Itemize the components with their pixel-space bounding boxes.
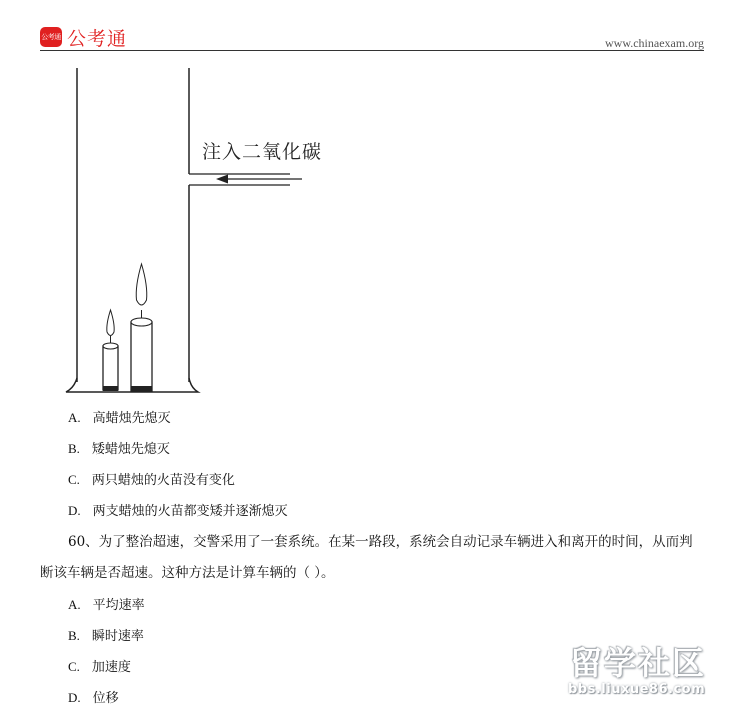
q59-option-b[interactable]: B. 矮蜡烛先熄灭 [68, 441, 170, 457]
site-url: www.chinaexam.org [605, 36, 704, 50]
tall-candle-flame [136, 264, 147, 305]
header-divider [40, 50, 704, 51]
tall-candle-top [131, 318, 152, 326]
watermark-subtitle: bbs.liuxue86.com [568, 682, 706, 697]
q59-option-d[interactable]: D. 两支蜡烛的火苗都变矮并逐渐熄灭 [68, 503, 288, 519]
q60-option-c[interactable]: C. 加速度 [68, 659, 131, 675]
q59-option-a[interactable]: A. 高蜡烛先熄灭 [68, 410, 171, 426]
q59-option-c[interactable]: C. 两只蜡烛的火苗没有变化 [68, 472, 235, 488]
q60-option-a[interactable]: A. 平均速率 [68, 597, 145, 613]
tall-candle-base [131, 386, 152, 391]
short-candle [103, 346, 118, 390]
q60-option-b[interactable]: B. 瞬时速率 [68, 628, 144, 644]
co2-label: 注入二氧化碳 [202, 141, 323, 163]
q60-option-d[interactable]: D. 位移 [68, 690, 119, 706]
logo-text: 公考通 [67, 28, 128, 50]
q60-stem-line1: 60、为了整治超速，交警采用了一套系统。在某一路段，系统会自动记录车辆进入和离开的时间，从而判 [68, 534, 693, 550]
page-header [0, 0, 732, 52]
short-candle-flame [107, 310, 114, 336]
tall-candle [131, 322, 152, 391]
logo-badge: 公考通 [40, 27, 62, 47]
short-candle-top [103, 343, 118, 349]
watermark-title: 留学社区 [570, 644, 707, 682]
inlet-arrow-head [216, 175, 228, 184]
candle-experiment-figure [0, 52, 732, 402]
q60-stem-line2: 断该车辆是否超速。这种方法是计算车辆的（ ）。 [40, 565, 335, 581]
watermark [562, 634, 722, 706]
short-candle-base [103, 386, 118, 391]
